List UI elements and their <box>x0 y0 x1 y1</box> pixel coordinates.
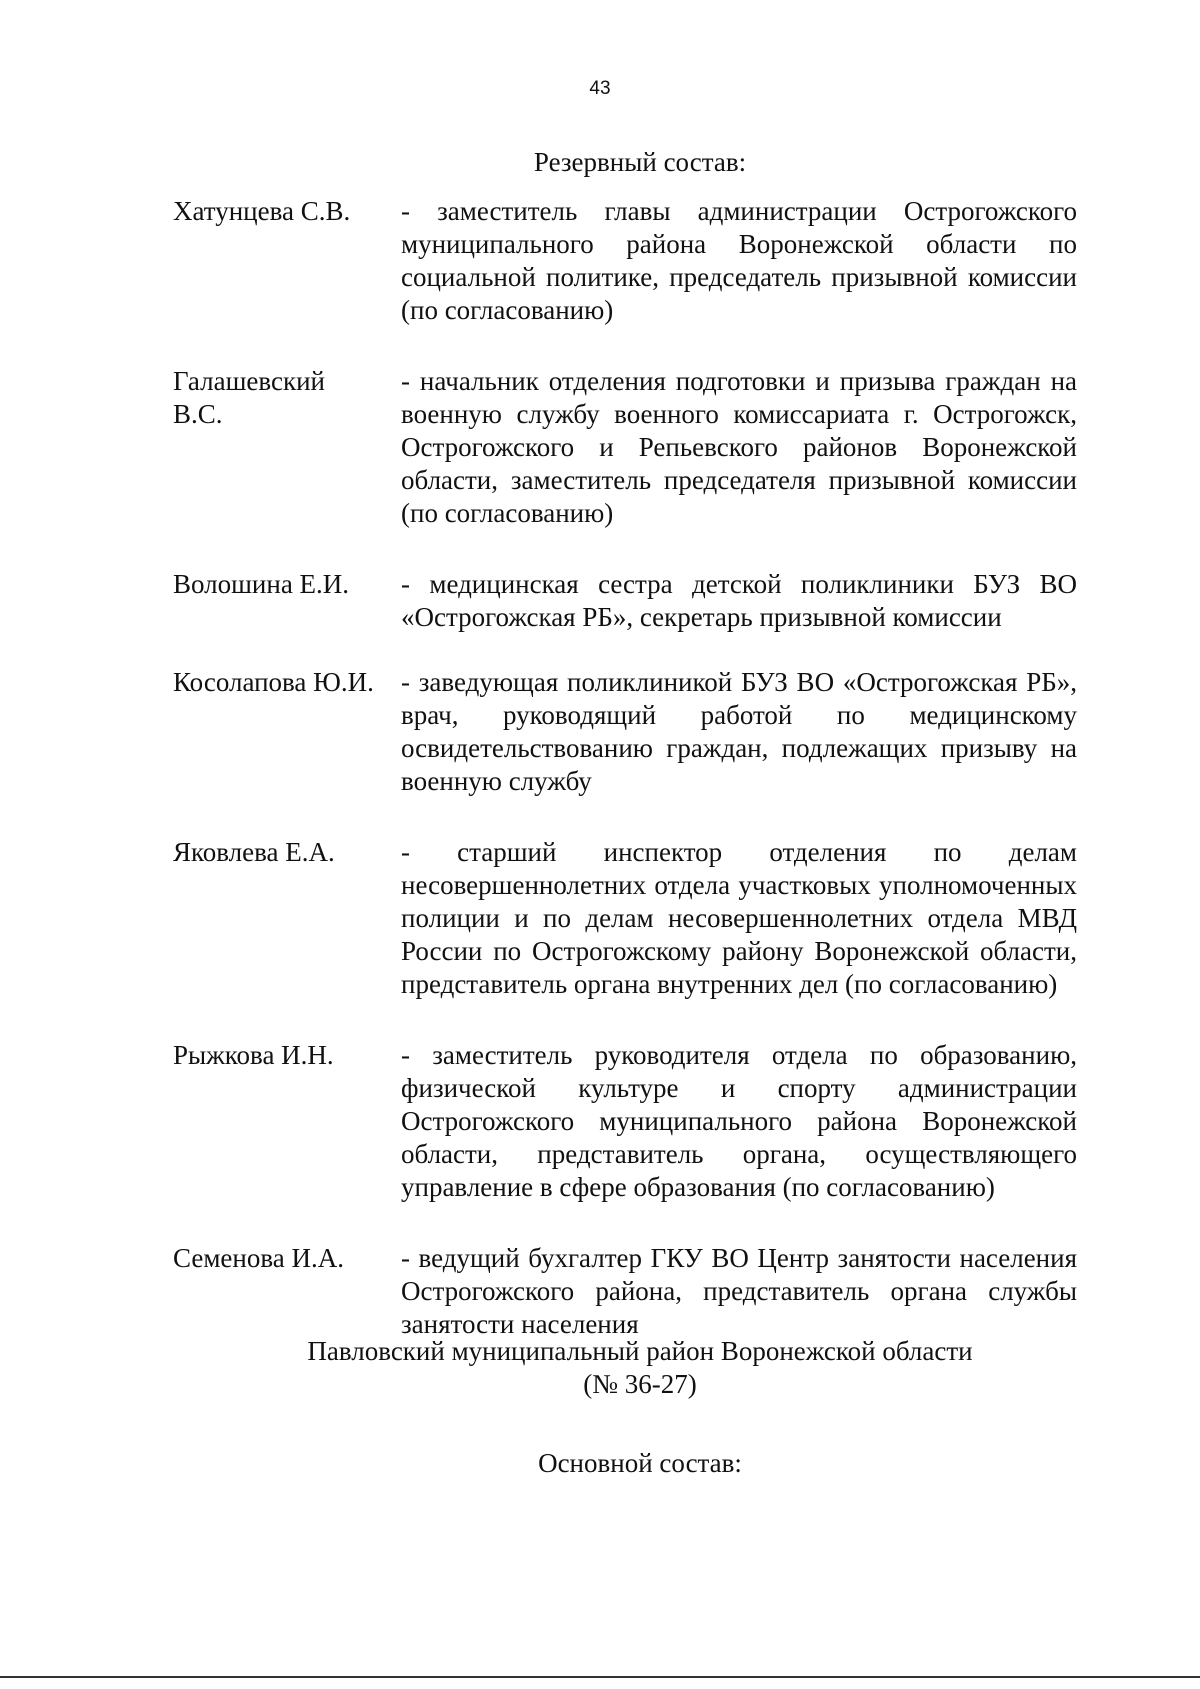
member-entry <box>173 195 1077 327</box>
member-name: Галашевский В.С. <box>173 366 325 429</box>
member-role: - начальник отделения подготовки и призыва граждан на военную службу военного комиссариата г. Острогожск, Острогожского и Репьевского районов Воронежской области, заместитель председателя призывной комиссии (по согласованию) <box>401 366 1077 528</box>
member-role: - заместитель руководителя отдела по образованию, физической культуре и спорту администрации Острогожского муниципального района Воронежской области, представитель органа, осуществляющего управление в сфере образования (по согласованию) <box>401 1040 1077 1202</box>
member-name: Семенова И.А. <box>173 1243 344 1273</box>
member-entry <box>173 568 1077 634</box>
member-name: Косолапова Ю.И. <box>173 667 374 697</box>
member-entry <box>173 666 1077 798</box>
member-name: Волошина Е.И. <box>173 569 350 599</box>
district-code: (№ 36-27) <box>583 1369 697 1399</box>
member-entry <box>173 1039 1077 1204</box>
reserve-composition-heading: Резервный состав: <box>533 147 747 177</box>
member-entry <box>173 1242 1077 1341</box>
district-heading <box>40 1335 1200 1401</box>
member-role: - старший инспектор отделения по делам несовершеннолетних отдела участковых уполномоченных полиции и по делам несовершеннолетних отдела МВД России по Острогожскому району Воронежской области, представитель органа внутренних дел (по согласованию) <box>401 837 1077 999</box>
member-role: - заместитель главы администрации Острогожского муниципального района Воронежской области по социальной политике, председатель призывной комиссии (по согласованию) <box>401 196 1077 325</box>
page-number: 43 <box>589 78 611 99</box>
page-bottom-edge <box>0 1676 1200 1678</box>
member-role: - ведущий бухгалтер ГКУ ВО Центр занятости населения Острогожского района, представитель органа службы занятости населения <box>401 1243 1077 1339</box>
member-name: Яковлева Е.А. <box>173 837 335 867</box>
member-role: - заведующая поликлиникой БУЗ ВО «Острогожская РБ», врач, руководящий работой по медицинскому освидетельствованию граждан, подлежащих призыву на военную службу <box>401 667 1077 796</box>
district-title: Павловский муниципальный район Воронежской области <box>307 1336 973 1366</box>
member-list <box>173 195 1077 1379</box>
main-composition-heading: Основной состав: <box>538 1448 742 1478</box>
member-name: Хатунцева С.В. <box>173 196 351 226</box>
member-role: - медицинская сестра детской поликлиники БУЗ ВО «Острогожская РБ», секретарь призывной комиссии <box>401 569 1077 632</box>
member-entry <box>173 836 1077 1001</box>
member-entry <box>173 365 1077 530</box>
member-name: Рыжкова И.Н. <box>173 1040 334 1070</box>
